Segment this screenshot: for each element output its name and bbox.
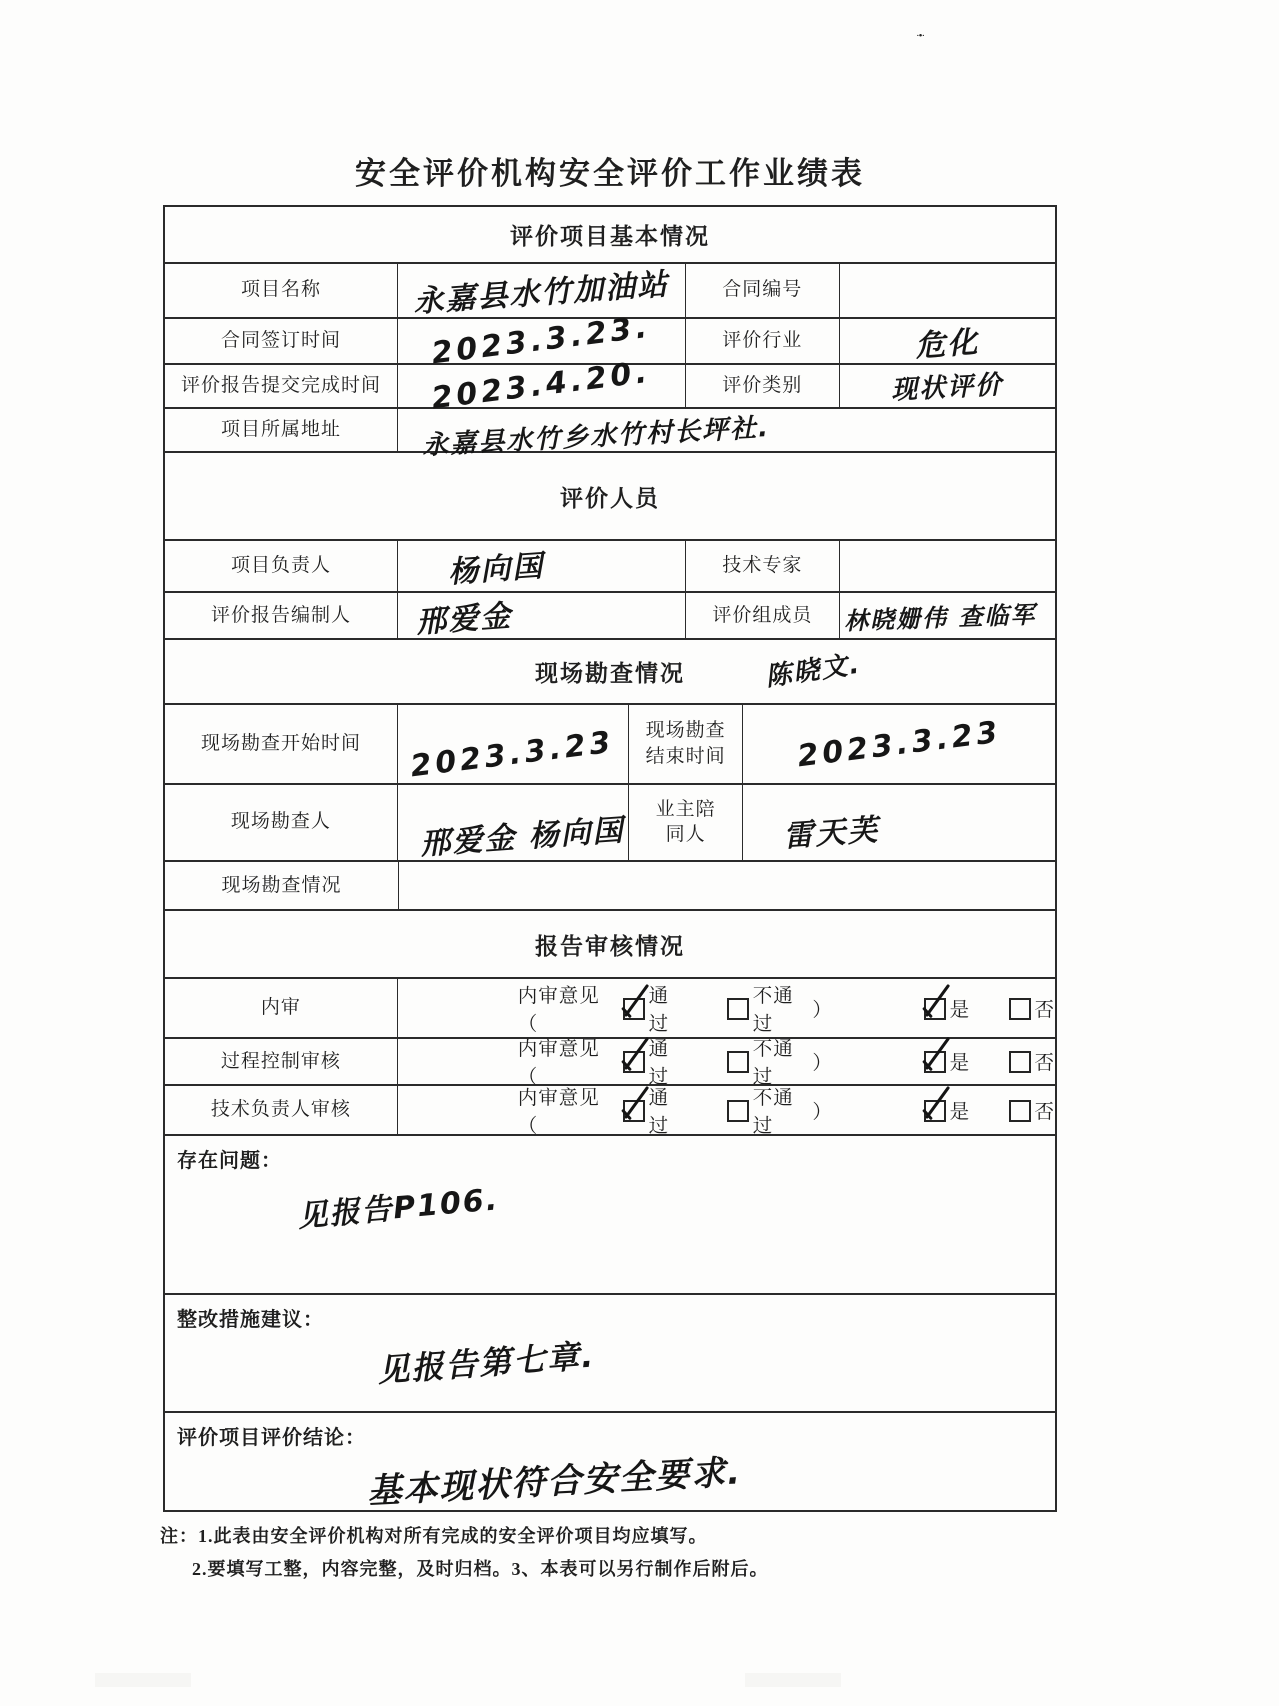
opinion-prefix: 内审意见（ — [517, 1087, 600, 1137]
survey-start-label: 现场勘查开始时间 — [165, 705, 398, 783]
owner-escort-label — [629, 785, 743, 860]
address-label: 项目所属地址 — [165, 409, 398, 451]
footer-note-1: 注：1.此表由安全评价机构对所有完成的安全评价项目均应填写。 — [160, 1526, 708, 1546]
project-name-label: 项目名称 — [165, 264, 398, 317]
checkbox-no — [1009, 1100, 1028, 1120]
review-row-content — [398, 1039, 1055, 1089]
yes-label: 是 — [949, 1101, 971, 1123]
no-label: 否 — [1034, 1101, 1055, 1123]
problems-block — [165, 1136, 1055, 1295]
checkbox-square — [1009, 1100, 1031, 1122]
checkbox-yes — [924, 998, 943, 1018]
checkbox-fail — [727, 1051, 746, 1071]
handwritten-address: 永嘉县水竹乡水竹村长坪社. — [421, 412, 771, 461]
checkbox-square — [924, 1100, 946, 1122]
table-row — [165, 593, 1055, 641]
handwritten-category: 现状评价 — [890, 370, 1005, 407]
review-row-label: 内审 — [165, 979, 398, 1037]
table-row — [165, 785, 1055, 862]
industry-value — [840, 319, 1055, 363]
survey-end-label-line1: 现场勘查 — [645, 720, 726, 742]
checkbox-square — [924, 1051, 946, 1073]
checkbox-square — [1009, 1051, 1031, 1073]
close-paren: ） — [812, 1053, 833, 1075]
table-row — [165, 705, 1055, 785]
author-label: 评价报告编制人 — [165, 593, 398, 639]
team-value — [840, 593, 1055, 639]
footer-notes — [160, 1520, 1120, 1587]
review-row-content — [398, 979, 1055, 1037]
opinion-prefix: 内审意见（ — [517, 1039, 600, 1089]
no-label: 否 — [1034, 1000, 1055, 1022]
table-row — [165, 355, 1055, 417]
contract-date-label: 合同签订时间 — [165, 319, 398, 363]
pass-label: 通过 — [648, 1039, 670, 1089]
footer-note-2: 2.要填写工整，内容完整，及时归档。3、本表可以另行制作后附后。 — [192, 1559, 769, 1580]
handwritten-author-signature: 邢爱金 — [415, 598, 514, 640]
owner-escort-label-line1: 业主陪 — [655, 798, 716, 820]
checkbox-yes — [924, 1051, 943, 1071]
table-row — [165, 1039, 1055, 1089]
table-row — [165, 862, 1055, 912]
leader-value — [398, 541, 686, 591]
close-paren: ） — [812, 1101, 833, 1123]
project-name-value — [398, 264, 686, 321]
section-header-review: 报告审核情况 — [165, 911, 1055, 979]
table-row — [165, 1086, 1055, 1136]
scan-smudge — [95, 1673, 191, 1687]
report-date-value — [398, 355, 686, 417]
review-row-label: 技术负责人审核 — [165, 1086, 398, 1134]
section-header-staff: 评价人员 — [165, 453, 1055, 541]
checkbox-yes — [924, 1100, 943, 1120]
checkbox-square — [727, 1051, 749, 1073]
survey-end-value — [743, 705, 1055, 783]
leader-label: 项目负责人 — [165, 541, 398, 591]
checkbox-no — [1009, 1051, 1028, 1071]
checkbox-no — [1009, 998, 1028, 1018]
fail-label: 不通过 — [752, 986, 794, 1036]
checkbox-square — [623, 998, 645, 1020]
checkbox-square — [727, 998, 749, 1020]
handwritten-industry: 危化 — [914, 324, 981, 364]
survey-situation-value — [399, 862, 1055, 910]
handwritten-leader-signature: 杨向国 — [447, 548, 546, 591]
table-row — [165, 409, 1055, 461]
expert-label: 技术专家 — [686, 541, 840, 591]
fail-label: 不通过 — [752, 1087, 794, 1137]
pass-label: 通过 — [648, 986, 670, 1036]
owner-escort-value — [743, 785, 1055, 860]
survey-end-label-line2: 结束时间 — [645, 746, 726, 768]
close-paren: ） — [812, 1000, 833, 1022]
section-header-basic-info: 评价项目基本情况 — [165, 207, 1055, 264]
review-row-label: 过程控制审核 — [165, 1039, 398, 1084]
survey-situation-label: 现场勘查情况 — [165, 862, 399, 910]
checkbox-square — [924, 998, 946, 1020]
ink-blot-artifact: ·•· — [916, 30, 925, 42]
opinion-prefix: 内审意见（ — [517, 986, 600, 1036]
contract-no-value — [840, 264, 1055, 317]
expert-value — [840, 541, 1055, 591]
fail-label: 不通过 — [752, 1039, 794, 1089]
surveyor-label: 现场勘查人 — [165, 785, 398, 860]
checkbox-pass — [623, 1100, 642, 1120]
rectification-label: 整改措施建议： — [177, 1309, 324, 1332]
table-row — [165, 979, 1055, 1039]
survey-end-label — [629, 705, 743, 783]
handwritten-project-name: 永嘉县水竹加油站 — [412, 267, 671, 321]
handwritten-contract-date: 2023.3.23. — [429, 309, 653, 372]
form-title: 安全评价机构安全评价工作业绩表 — [355, 156, 865, 191]
handwritten-conclusion: 基本现状符合安全要求. — [366, 1452, 743, 1512]
rectification-block — [165, 1295, 1055, 1413]
handwritten-team-overflow: 陈晓文. — [763, 649, 863, 693]
address-value — [398, 409, 1055, 461]
checkbox-fail — [727, 998, 746, 1018]
table-row — [165, 541, 1055, 593]
handwritten-surveyor-signatures: 邢爱金 杨向国 — [419, 813, 626, 863]
performance-form-table — [163, 205, 1057, 1512]
pass-label: 通过 — [648, 1087, 670, 1137]
handwritten-owner-escort: 雷天芙 — [782, 812, 881, 855]
conclusion-label: 评价项目评价结论： — [177, 1426, 366, 1449]
problems-label: 存在问题： — [177, 1149, 282, 1172]
no-label: 否 — [1034, 1053, 1055, 1075]
contract-no-label: 合同编号 — [686, 264, 840, 317]
category-label: 评价类别 — [686, 365, 840, 408]
handwritten-survey-start: 2023.3.23 — [409, 724, 617, 784]
section-header-survey-text: 现场勘查情况 — [535, 661, 685, 687]
checkbox-square — [727, 1100, 749, 1122]
conclusion-block — [165, 1413, 1055, 1510]
survey-start-value — [398, 705, 629, 783]
owner-escort-label-line2: 同人 — [665, 824, 706, 846]
handwritten-problems: 见报告P106. — [296, 1182, 501, 1235]
checkbox-square — [623, 1051, 645, 1073]
yes-label: 是 — [949, 1000, 971, 1022]
checkbox-pass — [623, 998, 642, 1018]
checkbox-pass — [623, 1051, 642, 1071]
report-date-label: 评价报告提交完成时间 — [165, 365, 398, 408]
handwritten-rectification: 见报告第七章. — [376, 1336, 597, 1390]
review-row-content — [398, 1086, 1055, 1137]
table-row — [165, 309, 1055, 372]
checkbox-square — [623, 1100, 645, 1122]
category-value — [840, 365, 1055, 408]
checkbox-fail — [727, 1100, 746, 1120]
industry-label: 评价行业 — [686, 319, 840, 363]
checkbox-square — [1009, 998, 1031, 1020]
team-label: 评价组成员 — [686, 593, 840, 639]
yes-label: 是 — [949, 1053, 971, 1075]
table-row — [165, 264, 1055, 319]
scan-smudge — [745, 1673, 841, 1687]
surveyor-value — [398, 785, 629, 863]
section-header-survey — [165, 640, 1055, 705]
handwritten-team-members: 林晓姗伟 查临军 — [843, 600, 1037, 636]
handwritten-report-date: 2023.4.20. — [429, 355, 653, 417]
handwritten-survey-end: 2023.3.23 — [795, 714, 1004, 774]
author-value — [398, 593, 686, 639]
